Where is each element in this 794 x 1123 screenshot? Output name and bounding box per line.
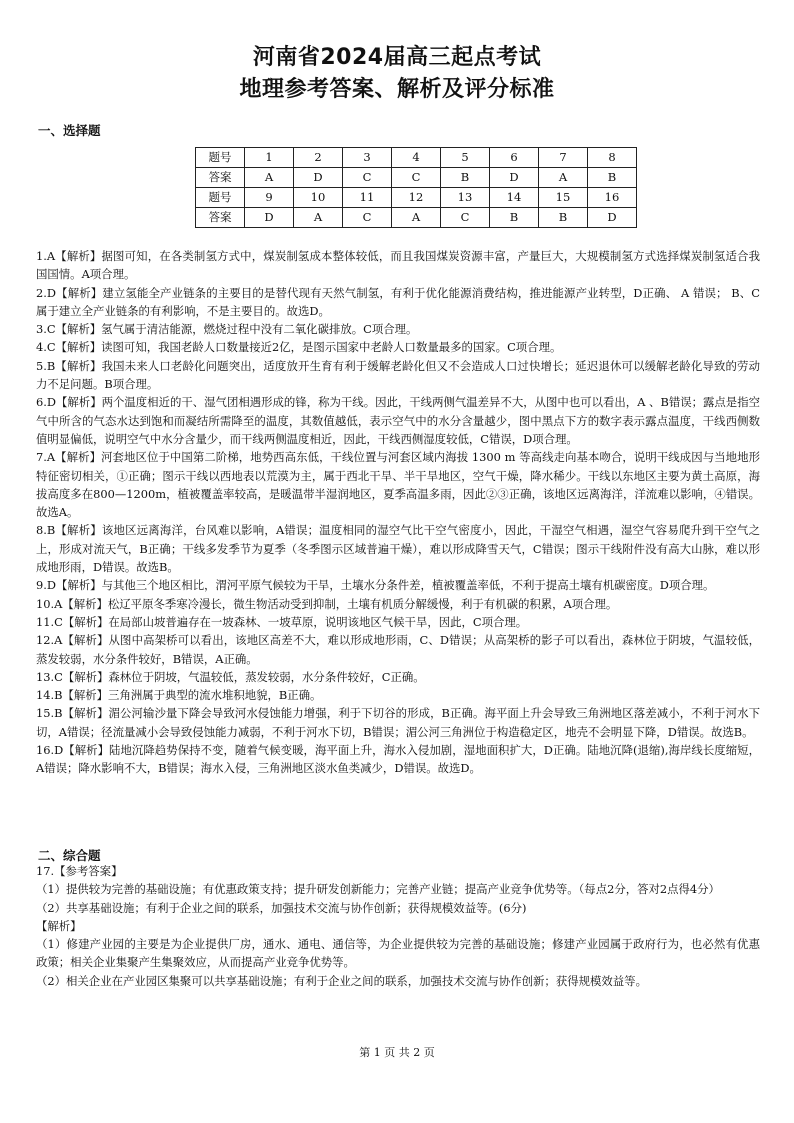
table-cell: D [294, 168, 343, 188]
section-comprehensive-title: 二、综合题 [38, 848, 101, 863]
q17-line: （1）提供较为完善的基础设施；有优惠政策支持；提升研发创新能力；完善产业链；提高产业竞争优势等。（每点2分，答对2点得4分） [36, 882, 720, 897]
table-cell: A [245, 168, 294, 188]
explanation-item: 6.D【解析】两个温度相近的干、湿气团相遇形成的锋，称为干线。因此，干线两侧气温差异不大，从图中也可以看出，A 、B错误；露点是指空气中所含的气态水达到饱和而凝结所需降至的温度，其数值越低，表示空气中的水分含量越少，图中黑点下方的数字表示露点温度，干线西侧数值明显偏低，说明空气中水分含量少，而干线两侧温度相近，因此，干线西侧湿度较低，C错误，D项合理。 [36, 395, 760, 446]
explanation-item: 16.D【解析】陆地沉降趋势保持不变，随着气候变暖，海平面上升，海水入侵加剧，湿地面积扩大，D正确。陆地沉降(退缩),海岸线长度缩短，A错误；降水影响不大，B错误；海水入侵，三角洲地区淡水鱼类减少，D错误。故选D。 [36, 743, 760, 776]
answer-table [195, 147, 637, 228]
table-row-numbers-1 [196, 148, 637, 168]
table-cell: A [539, 168, 588, 188]
explanation-item: 11.C【解析】在局部山坡普遍存在一坡森林、一坡草原，说明该地区气候干旱，因此，C项合理。 [36, 614, 528, 629]
q17-line: （2）相关企业在产业园区集聚可以共享基础设施；有利于企业之间的联系，加强技术交流与协作创新；获得规模效益等。 [36, 973, 647, 988]
explanation-item: 2.D【解析】建立氢能全产业链条的主要目的是替代现有天然气制氢，有利于优化能源消费结构，推进能源产业转型，D正确、 A 错误； B、C 属于建立全产业链条的有利影响，不是主要目的。故选D。 [36, 285, 760, 318]
table-cell: 5 [441, 148, 490, 168]
q17-line: 【解析】 [36, 918, 82, 933]
table-cell: 12 [392, 188, 441, 208]
table-cell: A [294, 208, 343, 228]
table-cell: 16 [588, 188, 637, 208]
explanation-item: 12.A【解析】从图中高架桥可以看出，该地区高差不大，难以形成地形雨，C、D错误；从高架桥的影子可以看出，森林位于阴坡，气温较低，蒸发较弱，水分条件较好，B错误，A正确。 [36, 633, 760, 666]
document-title-line1: 河南省2024届高三起点考试 [252, 45, 542, 70]
page-footer: 第 1 页 共 2 页 [359, 1046, 435, 1059]
table-cell: 9 [245, 188, 294, 208]
explanation-item: 10.A【解析】松辽平原冬季寒冷漫长，微生物活动受到抑制，土壤有机质分解缓慢，利于有机碳的积累，A项合理。 [36, 596, 618, 611]
table-row-numbers-2 [196, 188, 637, 208]
explanation-item: 7.A【解析】河套地区位于中国第二阶梯，地势西高东低，干线位置与河套区域内海拔 1300 m 等高线走向基本吻合，说明干线成因与当地地形特征密切相关，①正确；图示干线以西地表以荒漠为主，属于西北干旱、半干旱地区，空气干燥，降水稀少。干线以东地区主要为黄土高原，海拔高度多在800—1200m，植被覆盖率较高，是暖温带半湿润地区，夏季高温多雨，因此②③正确，该地区远离海洋，洋流难以影响，④错误。故选A。 [36, 450, 760, 520]
table-header-cell: 题号 [196, 188, 245, 208]
table-cell: D [490, 168, 539, 188]
explanation-item: 15.B【解析】湄公河输沙量下降会导致河水侵蚀能力增强，利于下切谷的形成，B正确。海平面上升会导致三角洲地区落差减小，不利于河水下切，A错误；径流量减小会导致侵蚀能力减弱，不利于河水下切，B错误；湄公河三角洲位于构造稳定区，地壳不会明显下降，D错误。故选B。 [36, 706, 760, 739]
table-cell: B [490, 208, 539, 228]
explanation-item: 3.C【解析】氢气属于清洁能源，燃烧过程中没有二氧化碳排放。C项合理。 [36, 322, 418, 337]
table-cell: 15 [539, 188, 588, 208]
table-cell: C [343, 168, 392, 188]
table-header-cell: 答案 [196, 208, 245, 228]
explanation-item: 4.C【解析】读图可知，我国老龄人口数量接近2亿，是图示国家中老龄人口数量最多的国家。C项合理。 [36, 340, 562, 355]
explanation-item: 13.C【解析】森林位于阴坡，气温较低，蒸发较弱，水分条件较好，C正确。 [36, 669, 425, 684]
table-cell: 4 [392, 148, 441, 168]
explanation-item: 5.B【解析】我国未来人口老龄化问题突出，适度放开生育有利于缓解老龄化但又不会造成人口过快增长；延迟退休可以缓解老龄化导致的劳动力不足问题。B项合理。 [36, 358, 760, 392]
table-cell: B [588, 168, 637, 188]
table-row-answers-2 [196, 208, 637, 228]
table-header-cell: 题号 [196, 148, 245, 168]
table-cell: C [441, 208, 490, 228]
table-cell: D [588, 208, 637, 228]
explanation-item: 9.D【解析】与其他三个地区相比，渭河平原气候较为干旱，土壤水分条件差，植被覆盖率低，不利于提高土壤有机碳密度。D项合理。 [36, 578, 715, 593]
table-cell: 3 [343, 148, 392, 168]
q17-line: 17.【参考答案】 [36, 864, 123, 878]
table-cell: A [392, 208, 441, 228]
table-cell: 1 [245, 148, 294, 168]
table-cell: D [245, 208, 294, 228]
table-cell: C [392, 168, 441, 188]
explanations-block [36, 247, 760, 778]
q17-line: （1）修建产业园的主要是为企业提供厂房，通水、通电、通信等，为企业提供较为完善的基础设施；修建产业园属于政府行为，也必然有优惠政策；相关企业集聚产生集聚效应，从而提高产业竞争优势等。 [36, 937, 760, 970]
table-cell: B [441, 168, 490, 188]
table-cell: B [539, 208, 588, 228]
explanation-item: 8.B【解析】该地区远离海洋，台风难以影响，A错误；温度相同的湿空气比干空气密度小，因此，干湿空气相遇，湿空气容易爬升到干空气之上，形成对流天气，B正确；干线多发季节为夏季（冬季图示区域普遍干燥），难以形成降雪天气，C错误；图示干线附件没有高大山脉，难以形成地形雨，D错误。故选B。 [36, 523, 760, 575]
table-cell: 2 [294, 148, 343, 168]
explanation-item: 14.B【解析】三角洲属于典型的流水堆积地貌，B正确。 [36, 688, 322, 703]
table-cell: 6 [490, 148, 539, 168]
question-17-block [36, 862, 760, 990]
table-cell: 7 [539, 148, 588, 168]
document-title-line2: 地理参考答案、解析及评分标准 [239, 77, 555, 102]
table-cell: 8 [588, 148, 637, 168]
table-header-cell: 答案 [196, 168, 245, 188]
section-choice-title: 一、选择题 [38, 123, 101, 138]
table-cell: 13 [441, 188, 490, 208]
table-cell: 10 [294, 188, 343, 208]
table-cell: 14 [490, 188, 539, 208]
explanation-item: 1.A【解析】据图可知，在各类制氢方式中，煤炭制氢成本整体较低，而且我国煤炭资源丰富，产量巨大，大规模制氢方式选择煤炭制氢适合我国国情。A项合理。 [36, 249, 760, 282]
q17-line: （2）共享基础设施；有利于企业之间的联系，加强技术交流与协作创新；获得规模效益等。(6分) [36, 900, 527, 915]
table-cell: 11 [343, 188, 392, 208]
table-row-answers-1 [196, 168, 637, 188]
table-cell: C [343, 208, 392, 228]
